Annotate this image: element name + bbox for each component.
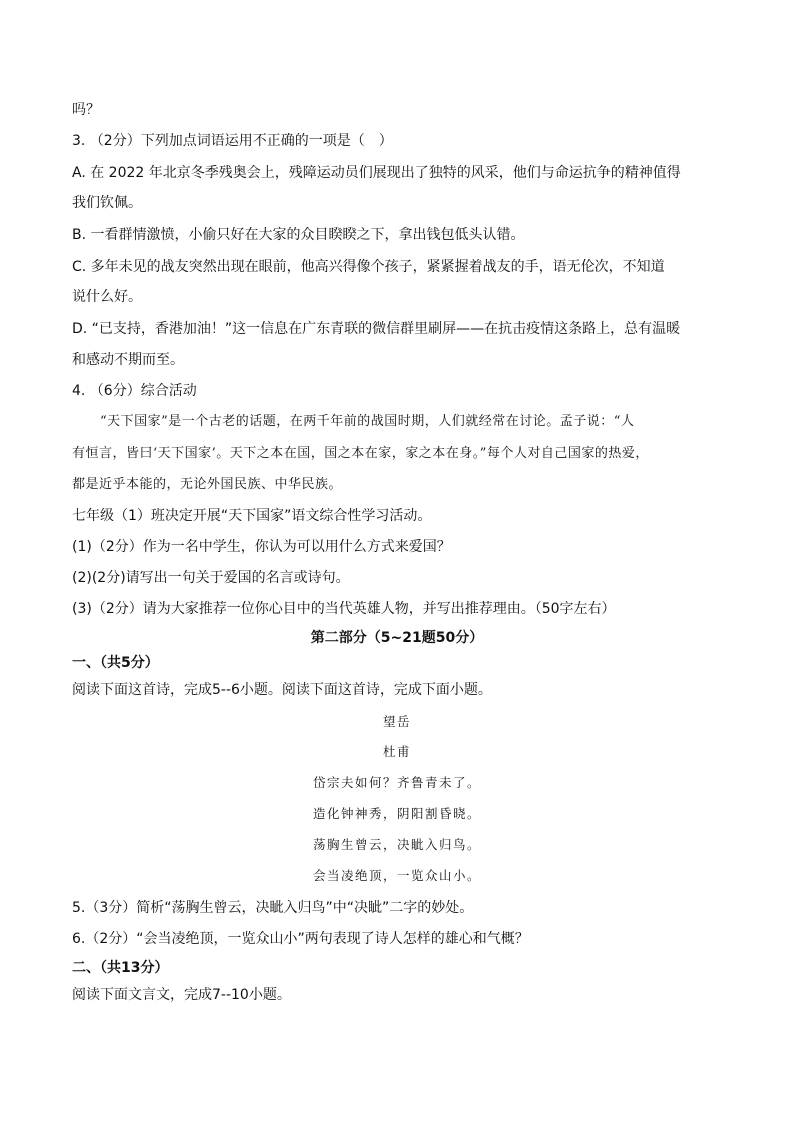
question-3-option-a: A. 在 2022 年北京冬季残奥会上，残障运动员们展现出了独特的风采，他们与命运抗争的精神值得 xyxy=(72,165,681,181)
question-4-sub-3: (3)（2分）请为大家推荐一位你心目中的当代英雄人物，并写出推荐理由。（50字左右） xyxy=(72,601,616,617)
text-line-continuation: 吗？ xyxy=(72,102,100,118)
question-4-sub-2: (2)(2分)请写出一句关于爱国的名言或诗句。 xyxy=(72,570,350,586)
poem-line-2: 造化钟神秀，阴阳割昏晓。 xyxy=(312,806,481,821)
question-3-option-c-cont: 说什么好。 xyxy=(72,289,142,305)
question-5: 5.（3分）简析“荡胸生曾云，决眦入归鸟”中“决眦”二字的妙处。 xyxy=(72,900,474,916)
part-two-heading: 第二部分（5~21题50分） xyxy=(310,630,484,646)
question-3-option-c: C. 多年未见的战友突然出现在眼前，他高兴得像个孩子，紧紧握着战友的手，语无伦次，不知道 xyxy=(72,259,665,275)
poem-line-3: 荡胸生曾云，决眦入归鸟。 xyxy=(312,837,481,852)
poem-title: 望岳 xyxy=(382,714,411,729)
question-4-activity-intro: 七年级（1）班决定开展“天下国家”语文综合性学习活动。 xyxy=(72,508,432,524)
question-3-option-d: D. “已支持，香港加油！”这一信息在广东青联的微信群里刷屏——在抗击疫情这条路上，总有温暖 xyxy=(72,321,681,337)
section-one-instruction: 阅读下面这首诗，完成5--6小题。阅读下面这首诗，完成下面小题。 xyxy=(72,682,492,698)
question-4-passage-line-2: 有恒言，皆曰‘天下国家’。天下之本在国，国之本在家，家之本在身。”每个人对自己国家的热爱， xyxy=(72,446,649,461)
question-3-option-a-cont: 我们钦佩。 xyxy=(72,195,142,211)
poem-line-4: 会当凌绝顶，一览众山小。 xyxy=(312,868,481,883)
question-4-passage-line-3: 都是近乎本能的，无论外国民族、中华民族。 xyxy=(72,477,343,492)
question-3-stem: 3. （2分）下列加点词语运用不正确的一项是（ ） xyxy=(72,133,393,149)
section-one-heading: 一、（共5分） xyxy=(72,655,159,671)
question-4-passage-line-1: “天下国家”是一个古老的话题，在两千年前的战国时期，人们就经常在讨论。孟子说：“人 xyxy=(100,414,635,429)
poem-line-1: 岱宗夫如何？齐鲁青未了。 xyxy=(312,775,481,790)
question-4-sub-1: (1)（2分）作为一名中学生，你认为可以用什么方式来爱国？ xyxy=(72,539,451,555)
section-two-instruction: 阅读下面文言文，完成7--10小题。 xyxy=(72,987,291,1003)
question-6: 6.（2分）“会当凌绝顶，一览众山小”两句表现了诗人怎样的雄心和气概？ xyxy=(72,931,529,947)
section-two-heading: 二、（共13分） xyxy=(72,960,169,976)
question-3-option-d-cont: 和感动不期而至。 xyxy=(72,352,184,368)
question-4-stem: 4. （6分）综合活动 xyxy=(72,383,197,399)
poem-author: 杜甫 xyxy=(382,744,411,759)
question-3-option-b: B. 一看群情激愤，小偷只好在大家的众目睽睽之下，拿出钱包低头认错。 xyxy=(72,227,525,243)
